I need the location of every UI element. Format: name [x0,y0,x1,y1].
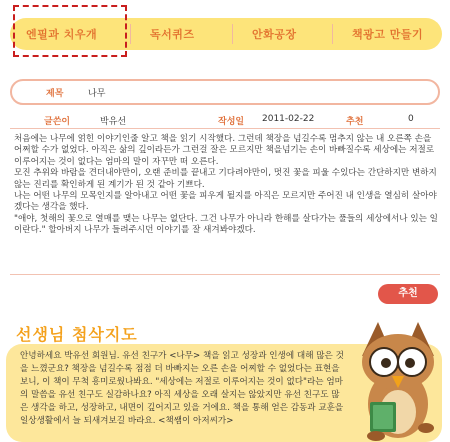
teacher-note-text: 안녕하세요 박유선 회원님. 유선 친구가 <나무> 책을 읽고 성장과 인생에 대해 많은 것을 느꼈군요? 책장을 넘길수록 점점 더 바빠지는 오른 손을 어찌할 수 없었다는 표현을 보니, 이 책이 무척 흥미로웠나봐요. "세상에는 저절로 이루어지는 것이 없다"라는 엄마의 말씀을 유선 친구도 실감하나요? 아직 세상을 오래 살지는 않았지만 유선 친구도 많은 생각을 하고, 성장하고, 내면이 깊어지고 있을 거에요. 책을 통해 얻은 감동과 교훈을 일상생활에서 늘 되새겨보길 바라요. <책쌤이 아저씨가> [20,351,344,426]
tab-factory[interactable]: 안화공장 [252,28,297,41]
body-paragraph: "애야, 첫해의 꽃으로 열매를 맺는 나무는 없단다. 그건 나무가 아니라 한해를 살다가는 풀들의 세상에서나 있는 일이란다." 할아버지 나무가 들려주시던 이야기를 잘 새겨봐야겠다. [14,213,438,236]
date-label: 작성일 [218,117,245,127]
body-paragraph: 나는 어떤 나무의 모목인지를 알아내고 어떤 꽃을 피우게 될지를 아직은 모르지만 주어진 내 인생을 열심히 살아야 겠다는 생각을 했다. [14,191,437,213]
divider [10,274,440,275]
tab-separator [232,24,233,44]
recommend-button[interactable]: 추천 [378,284,438,304]
tab-separator [130,24,131,44]
tab-pen-and-eraser[interactable]: 엔필과 치우개 [26,28,98,41]
tab-reading-quiz[interactable]: 독서퀴즈 [150,28,195,41]
post-date: 2011-02-22 [262,114,315,124]
body-paragraph: 처음에는 나무에 얽힌 이야기인줄 알고 책을 읽기 시작했다. 그런데 책장을 넘길수록 멈추지 않는 내 오른쪽 손을 어쩌할 수가 없었다. 아직은 삶의 깊이라든가 그런걸 잘은 모르지만 책을넘기는 손이 바빠질수록 세상에는 저절로 이루어지는 것이 없다는 엄마의 말이 자꾸만 떠 오른다. [14,134,435,167]
teacher-note-title: 선생님 첨삭지도 [16,325,138,344]
tab-separator [332,24,333,44]
post-body [14,134,438,237]
post-title: 나무 [88,89,106,99]
title-label: 제목 [46,89,64,99]
divider [10,128,440,129]
body-paragraph: 모진 추위와 바람을 견더내야만이, 오랜 준비를 끝내고 기다려야만이, 멋진 꽃을 피울 수있다는 간단하지만 변하지 않는 진리를 확인하게 된 계기가 된 것 같아 기쁘다. [14,168,437,190]
recommend-label: 추천 [346,117,364,127]
tab-focus-outline [13,5,127,57]
author-name: 박유선 [100,117,127,127]
title-row [10,79,440,105]
author-label: 글쓴이 [44,117,71,127]
tab-book-ad[interactable]: 책광고 만들기 [352,28,424,41]
recommend-count: 0 [408,114,414,124]
owl-teacher-mascot-icon [348,316,448,442]
